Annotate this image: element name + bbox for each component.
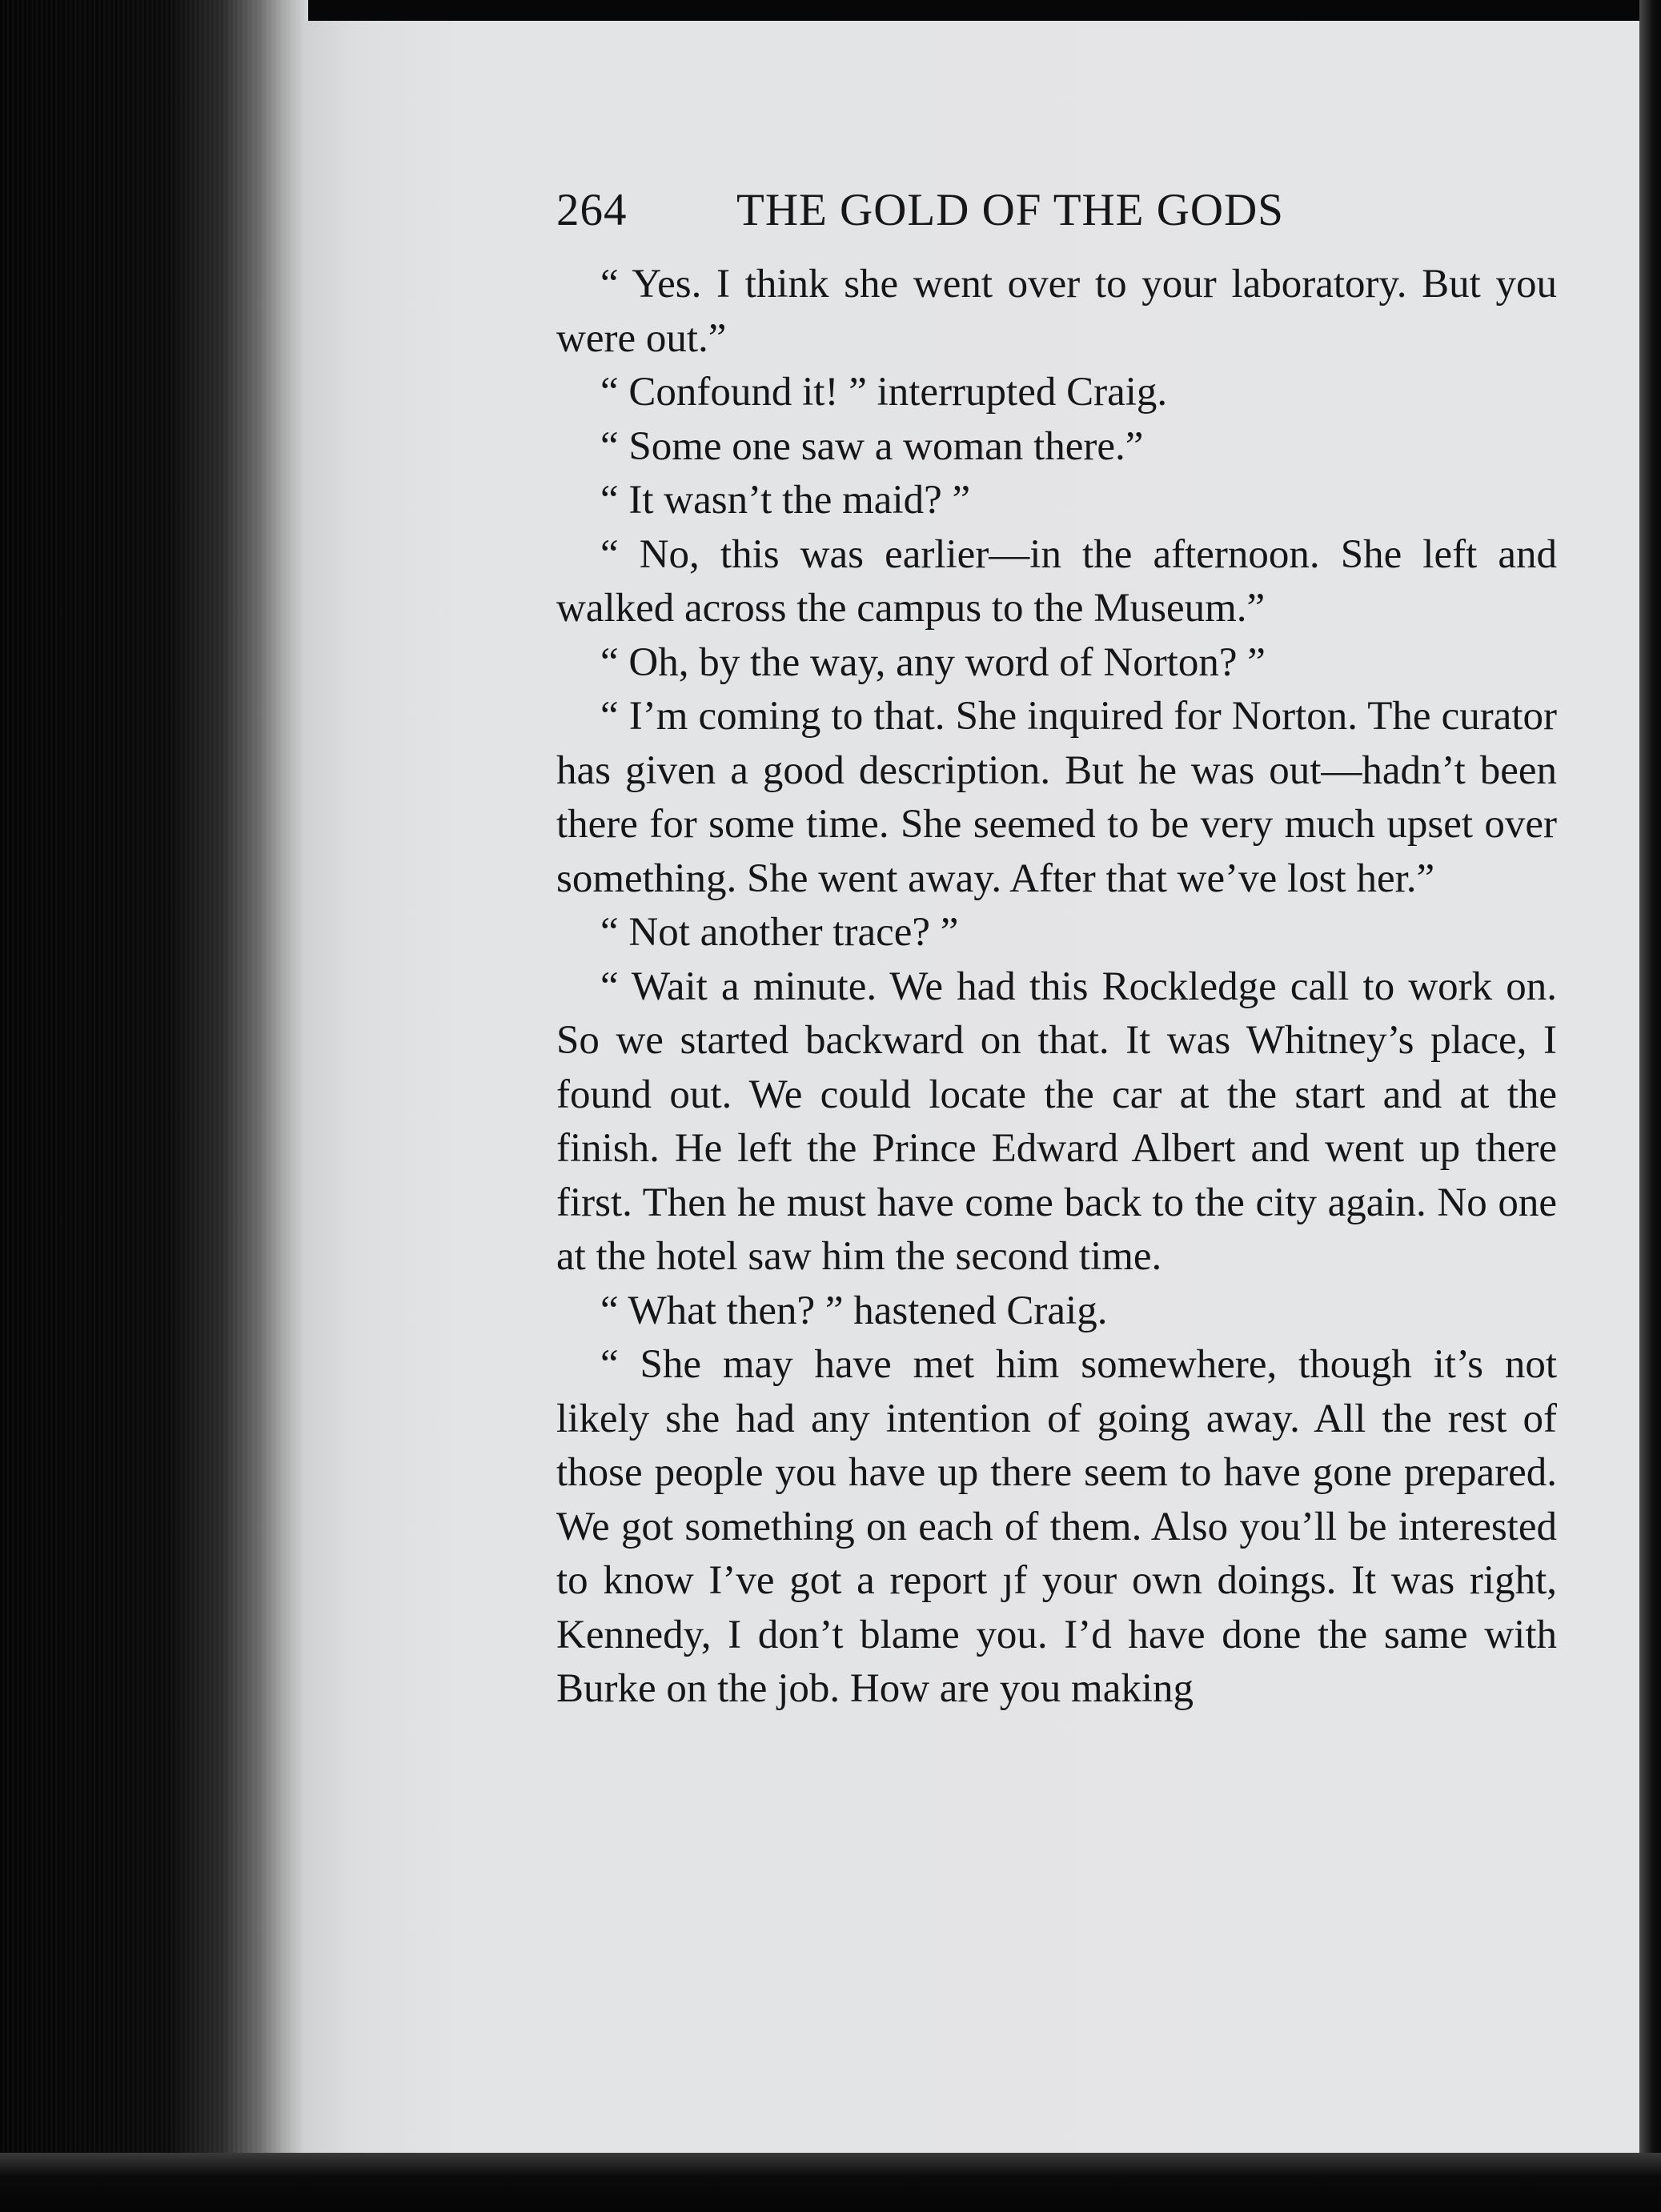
paragraph: “ She may have met him somewhere, though it’s not likely she had any intention of going away. All the rest of those people you have up there seem to have gone prepared. We got something on each of them. Also you’ll be interested to know I’ve got a report ȷf your own doings. It was right, Kennedy, I don’t blame you. I’d have done the same with Burke on the job. How are you making xyxy=(556,1342,1557,1711)
book-gutter-edge xyxy=(0,0,308,2212)
paragraph: “ No, this was earlier—in the afternoon. She left and walked across the campus to the Museum.” xyxy=(556,531,1557,631)
paragraph: “ Some one saw a woman there.” xyxy=(600,423,1144,469)
paragraph: “ Confound it! ” interrupted Craig. xyxy=(600,370,1168,415)
scan-bottom-border xyxy=(0,2153,1661,2212)
paragraph: “ What then? ” hastened Craig. xyxy=(600,1288,1108,1333)
page-number: 264 xyxy=(556,185,628,235)
running-head xyxy=(556,182,1562,238)
scan-right-border xyxy=(1639,0,1661,2212)
paragraph: “ Not another trace? ” xyxy=(600,910,959,955)
paragraph: “ Yes. I think she went over to your laboratory. But you were out.” xyxy=(556,262,1557,361)
body-text xyxy=(556,258,1557,1717)
running-title: THE GOLD OF THE GODS xyxy=(736,185,1284,235)
paragraph: “ Wait a minute. We had this Rockledge call to work on. So we started backward on that. It was Whitney’s place, I found out. We could locate the car at the start and at the finish. He left the Prince Edward Albert and went up there first. Then he must have come back to the city again. No one at the hotel saw him the second time. xyxy=(556,964,1557,1279)
paragraph: “ I’m coming to that. She inquired for Norton. The curator has given a good description. But he was out—hadn’t been there for some time. She seemed to be very much upset over something. She went away. After that we’ve lost her.” xyxy=(556,694,1557,901)
paragraph: “ Oh, by the way, any word of Norton? ” xyxy=(600,639,1266,685)
paragraph: “ It wasn’t the maid? ” xyxy=(600,478,971,523)
